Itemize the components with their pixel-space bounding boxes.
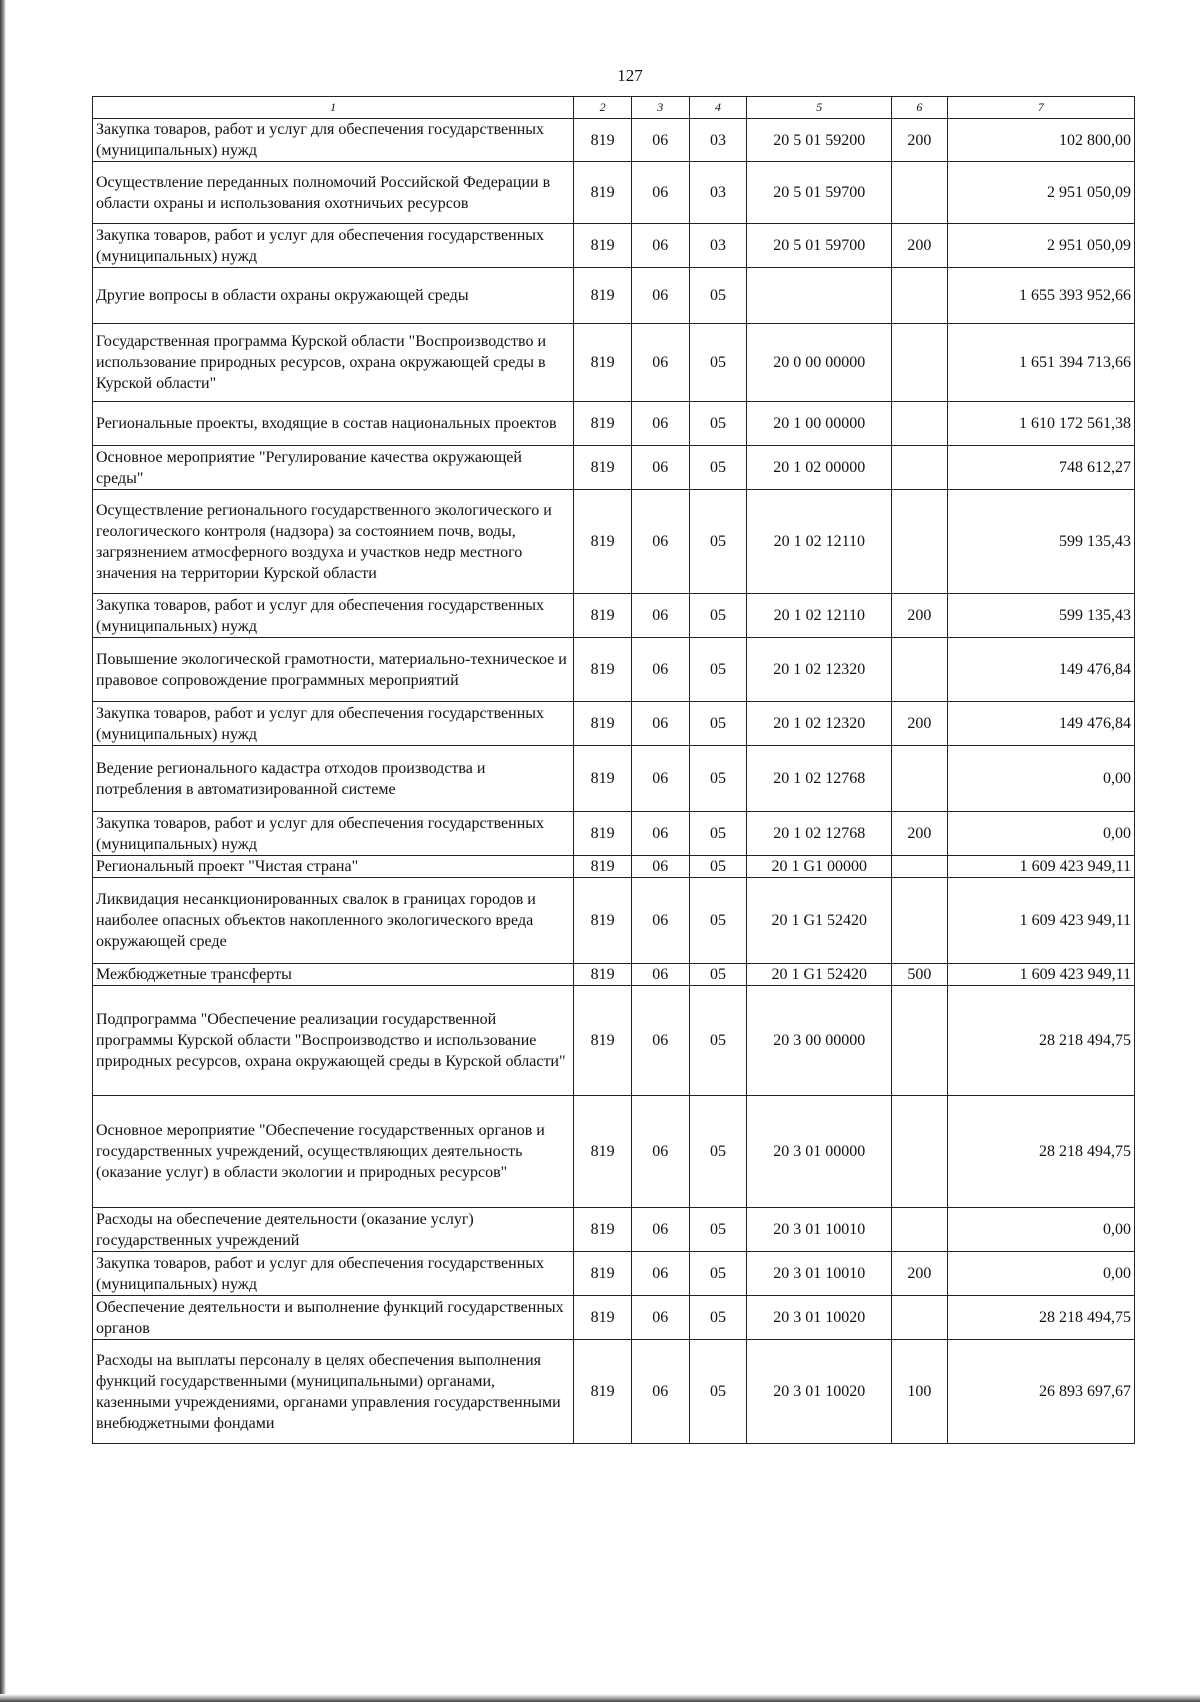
row-vr-cell <box>892 1096 948 1208</box>
row-vr-cell <box>892 324 948 402</box>
row-pr-cell: 05 <box>689 812 747 856</box>
row-rz-cell: 06 <box>631 1208 689 1252</box>
row-amount-cell: 1 609 423 949,11 <box>947 964 1134 986</box>
row-csr-cell: 20 5 01 59200 <box>747 119 892 162</box>
row-amount-cell: 102 800,00 <box>947 119 1134 162</box>
table-row <box>93 324 1135 402</box>
row-csr-cell: 20 1 G1 52420 <box>747 964 892 986</box>
row-name-cell: Осуществление регионального государственного экологического и геологического контроля (надзора) за состоянием почв, воды, загрязнением атмосферного воздуха и участков недр местного значения на территории Курской области <box>93 490 574 594</box>
table-row <box>93 812 1135 856</box>
row-amount-cell: 1 609 423 949,11 <box>947 856 1134 878</box>
row-vr-cell <box>892 1208 948 1252</box>
row-pr-cell: 03 <box>689 162 747 224</box>
row-rz-cell: 06 <box>631 1340 689 1444</box>
row-pr-cell: 05 <box>689 446 747 490</box>
row-csr-cell: 20 0 00 00000 <box>747 324 892 402</box>
table-body <box>93 119 1135 1444</box>
row-grbs-cell: 819 <box>574 119 632 162</box>
row-grbs-cell: 819 <box>574 402 632 446</box>
row-grbs-cell: 819 <box>574 638 632 702</box>
row-rz-cell: 06 <box>631 224 689 268</box>
row-csr-cell: 20 1 02 12320 <box>747 638 892 702</box>
row-name-cell: Государственная программа Курской области "Воспроизводство и использование природных ресурсов, охрана окружающей среды в Курской области" <box>93 324 574 402</box>
scan-edge-left <box>0 0 6 1702</box>
scan-edge-bottom <box>0 1694 1200 1702</box>
row-csr-cell: 20 1 02 12768 <box>747 812 892 856</box>
row-name-cell: Другие вопросы в области охраны окружающей среды <box>93 268 574 324</box>
col-header-grbs: 2 <box>574 97 632 119</box>
row-amount-cell: 149 476,84 <box>947 702 1134 746</box>
row-name-cell: Расходы на обеспечение деятельности (оказание услуг) государственных учреждений <box>93 1208 574 1252</box>
row-csr-cell: 20 3 01 10010 <box>747 1252 892 1296</box>
row-vr-cell <box>892 878 948 964</box>
table-row <box>93 119 1135 162</box>
row-csr-cell: 20 1 02 12768 <box>747 746 892 812</box>
row-amount-cell: 28 218 494,75 <box>947 1296 1134 1340</box>
budget-table <box>92 96 1135 1444</box>
row-csr-cell: 20 1 02 12110 <box>747 594 892 638</box>
table-row <box>93 878 1135 964</box>
row-name-cell: Основное мероприятие "Обеспечение государственных органов и государственных учреждений, осуществляющих деятельность (оказание услуг) в области экологии и природных ресурсов" <box>93 1096 574 1208</box>
row-grbs-cell: 819 <box>574 162 632 224</box>
row-csr-cell: 20 3 01 00000 <box>747 1096 892 1208</box>
row-grbs-cell: 819 <box>574 702 632 746</box>
row-pr-cell: 03 <box>689 224 747 268</box>
page-number: 127 <box>617 66 643 85</box>
row-vr-cell <box>892 856 948 878</box>
row-rz-cell: 06 <box>631 1252 689 1296</box>
row-name-cell: Основное мероприятие "Регулирование качества окружающей среды" <box>93 446 574 490</box>
row-grbs-cell: 819 <box>574 986 632 1096</box>
row-pr-cell: 05 <box>689 594 747 638</box>
row-rz-cell: 06 <box>631 324 689 402</box>
table-row <box>93 1296 1135 1340</box>
row-rz-cell: 06 <box>631 812 689 856</box>
table-row <box>93 594 1135 638</box>
row-rz-cell: 06 <box>631 490 689 594</box>
row-csr-cell: 20 1 00 00000 <box>747 402 892 446</box>
col-header-vr: 6 <box>892 97 948 119</box>
row-rz-cell: 06 <box>631 856 689 878</box>
col-header-name: 1 <box>93 97 574 119</box>
row-pr-cell: 05 <box>689 856 747 878</box>
row-grbs-cell: 819 <box>574 594 632 638</box>
col-header-rz: 3 <box>631 97 689 119</box>
row-grbs-cell: 819 <box>574 446 632 490</box>
row-amount-cell: 2 951 050,09 <box>947 224 1134 268</box>
table-row <box>93 1208 1135 1252</box>
row-rz-cell: 06 <box>631 1296 689 1340</box>
row-grbs-cell: 819 <box>574 856 632 878</box>
row-pr-cell: 05 <box>689 986 747 1096</box>
row-name-cell: Межбюджетные трансферты <box>93 964 574 986</box>
row-amount-cell: 1 651 394 713,66 <box>947 324 1134 402</box>
row-amount-cell: 0,00 <box>947 812 1134 856</box>
row-amount-cell: 748 612,27 <box>947 446 1134 490</box>
table-row <box>93 964 1135 986</box>
table-row <box>93 224 1135 268</box>
row-vr-cell: 200 <box>892 812 948 856</box>
row-rz-cell: 06 <box>631 878 689 964</box>
table-row <box>93 402 1135 446</box>
row-csr-cell: 20 3 01 10020 <box>747 1340 892 1444</box>
row-vr-cell: 500 <box>892 964 948 986</box>
row-rz-cell: 06 <box>631 594 689 638</box>
col-header-csr: 5 <box>747 97 892 119</box>
row-pr-cell: 05 <box>689 878 747 964</box>
row-rz-cell: 06 <box>631 986 689 1096</box>
row-vr-cell <box>892 986 948 1096</box>
row-rz-cell: 06 <box>631 446 689 490</box>
row-name-cell: Закупка товаров, работ и услуг для обеспечения государственных (муниципальных) нужд <box>93 702 574 746</box>
table-row <box>93 638 1135 702</box>
row-vr-cell: 200 <box>892 224 948 268</box>
table-row <box>93 446 1135 490</box>
row-pr-cell: 05 <box>689 324 747 402</box>
row-grbs-cell: 819 <box>574 224 632 268</box>
row-grbs-cell: 819 <box>574 1096 632 1208</box>
row-csr-cell: 20 3 00 00000 <box>747 986 892 1096</box>
row-csr-cell: 20 1 02 12110 <box>747 490 892 594</box>
row-amount-cell: 149 476,84 <box>947 638 1134 702</box>
row-grbs-cell: 819 <box>574 812 632 856</box>
row-pr-cell: 05 <box>689 1296 747 1340</box>
row-csr-cell: 20 1 G1 52420 <box>747 878 892 964</box>
row-grbs-cell: 819 <box>574 490 632 594</box>
row-grbs-cell: 819 <box>574 1252 632 1296</box>
header-row <box>93 97 1135 119</box>
row-amount-cell: 0,00 <box>947 1252 1134 1296</box>
row-pr-cell: 05 <box>689 1252 747 1296</box>
row-name-cell: Закупка товаров, работ и услуг для обеспечения государственных (муниципальных) нужд <box>93 1252 574 1296</box>
row-amount-cell: 0,00 <box>947 746 1134 812</box>
row-grbs-cell: 819 <box>574 878 632 964</box>
row-rz-cell: 06 <box>631 638 689 702</box>
row-vr-cell <box>892 446 948 490</box>
row-grbs-cell: 819 <box>574 746 632 812</box>
row-amount-cell: 1 655 393 952,66 <box>947 268 1134 324</box>
row-name-cell: Региональный проект "Чистая страна" <box>93 856 574 878</box>
row-amount-cell: 2 951 050,09 <box>947 162 1134 224</box>
row-name-cell: Расходы на выплаты персоналу в целях обеспечения выполнения функций государственными (муниципальными) органами, казенными учреждениями, органами управления государственными внебюджетными фондами <box>93 1340 574 1444</box>
table-row <box>93 1340 1135 1444</box>
col-header-pr: 4 <box>689 97 747 119</box>
col-header-amount: 7 <box>947 97 1134 119</box>
row-vr-cell: 200 <box>892 702 948 746</box>
table-row <box>93 746 1135 812</box>
table-row <box>93 986 1135 1096</box>
table-row <box>93 1252 1135 1296</box>
table-row <box>93 162 1135 224</box>
row-pr-cell: 05 <box>689 1340 747 1444</box>
row-amount-cell: 26 893 697,67 <box>947 1340 1134 1444</box>
row-vr-cell <box>892 638 948 702</box>
table-row <box>93 490 1135 594</box>
row-vr-cell: 200 <box>892 594 948 638</box>
row-rz-cell: 06 <box>631 746 689 812</box>
row-pr-cell: 05 <box>689 638 747 702</box>
row-vr-cell <box>892 1296 948 1340</box>
row-name-cell: Обеспечение деятельности и выполнение функций государственных органов <box>93 1296 574 1340</box>
table-row <box>93 268 1135 324</box>
row-vr-cell <box>892 746 948 812</box>
row-vr-cell <box>892 490 948 594</box>
row-name-cell: Ведение регионального кадастра отходов производства и потребления в автоматизированной системе <box>93 746 574 812</box>
row-rz-cell: 06 <box>631 702 689 746</box>
row-amount-cell: 0,00 <box>947 1208 1134 1252</box>
row-vr-cell: 200 <box>892 119 948 162</box>
row-name-cell: Осуществление переданных полномочий Российской Федерации в области охраны и использования охотничьих ресурсов <box>93 162 574 224</box>
row-rz-cell: 06 <box>631 162 689 224</box>
row-csr-cell: 20 5 01 59700 <box>747 224 892 268</box>
row-rz-cell: 06 <box>631 964 689 986</box>
row-pr-cell: 05 <box>689 1208 747 1252</box>
row-name-cell: Региональные проекты, входящие в состав национальных проектов <box>93 402 574 446</box>
row-csr-cell: 20 3 01 10010 <box>747 1208 892 1252</box>
row-pr-cell: 05 <box>689 402 747 446</box>
row-grbs-cell: 819 <box>574 324 632 402</box>
row-rz-cell: 06 <box>631 1096 689 1208</box>
row-pr-cell: 05 <box>689 964 747 986</box>
row-rz-cell: 06 <box>631 119 689 162</box>
row-name-cell: Закупка товаров, работ и услуг для обеспечения государственных (муниципальных) нужд <box>93 812 574 856</box>
row-csr-cell <box>747 268 892 324</box>
row-vr-cell: 200 <box>892 1252 948 1296</box>
row-name-cell: Закупка товаров, работ и услуг для обеспечения государственных (муниципальных) нужд <box>93 119 574 162</box>
row-grbs-cell: 819 <box>574 268 632 324</box>
row-amount-cell: 1 609 423 949,11 <box>947 878 1134 964</box>
row-csr-cell: 20 5 01 59700 <box>747 162 892 224</box>
row-name-cell: Ликвидация несанкционированных свалок в границах городов и наиболее опасных объектов накопленного экологического вреда окружающей среде <box>93 878 574 964</box>
row-grbs-cell: 819 <box>574 1296 632 1340</box>
row-vr-cell <box>892 162 948 224</box>
row-grbs-cell: 819 <box>574 1340 632 1444</box>
table-row <box>93 702 1135 746</box>
row-vr-cell <box>892 268 948 324</box>
row-pr-cell: 05 <box>689 746 747 812</box>
row-pr-cell: 05 <box>689 268 747 324</box>
table-row <box>93 1096 1135 1208</box>
row-csr-cell: 20 1 02 12320 <box>747 702 892 746</box>
row-amount-cell: 599 135,43 <box>947 490 1134 594</box>
row-pr-cell: 05 <box>689 490 747 594</box>
row-name-cell: Закупка товаров, работ и услуг для обеспечения государственных (муниципальных) нужд <box>93 224 574 268</box>
row-name-cell: Подпрограмма "Обеспечение реализации государственной программы Курской области "Воспроизводство и использование природных ресурсов, охрана окружающей среды в Курской области" <box>93 986 574 1096</box>
row-amount-cell: 1 610 172 561,38 <box>947 402 1134 446</box>
row-amount-cell: 599 135,43 <box>947 594 1134 638</box>
row-rz-cell: 06 <box>631 268 689 324</box>
row-name-cell: Повышение экологической грамотности, материально-техническое и правовое сопровождение программных мероприятий <box>93 638 574 702</box>
row-pr-cell: 05 <box>689 702 747 746</box>
row-csr-cell: 20 3 01 10020 <box>747 1296 892 1340</box>
row-grbs-cell: 819 <box>574 1208 632 1252</box>
row-rz-cell: 06 <box>631 402 689 446</box>
row-amount-cell: 28 218 494,75 <box>947 986 1134 1096</box>
row-csr-cell: 20 1 02 00000 <box>747 446 892 490</box>
row-pr-cell: 05 <box>689 1096 747 1208</box>
row-grbs-cell: 819 <box>574 964 632 986</box>
row-vr-cell <box>892 402 948 446</box>
row-name-cell: Закупка товаров, работ и услуг для обеспечения государственных (муниципальных) нужд <box>93 594 574 638</box>
row-pr-cell: 03 <box>689 119 747 162</box>
row-vr-cell: 100 <box>892 1340 948 1444</box>
row-csr-cell: 20 1 G1 00000 <box>747 856 892 878</box>
table-row <box>93 856 1135 878</box>
row-amount-cell: 28 218 494,75 <box>947 1096 1134 1208</box>
